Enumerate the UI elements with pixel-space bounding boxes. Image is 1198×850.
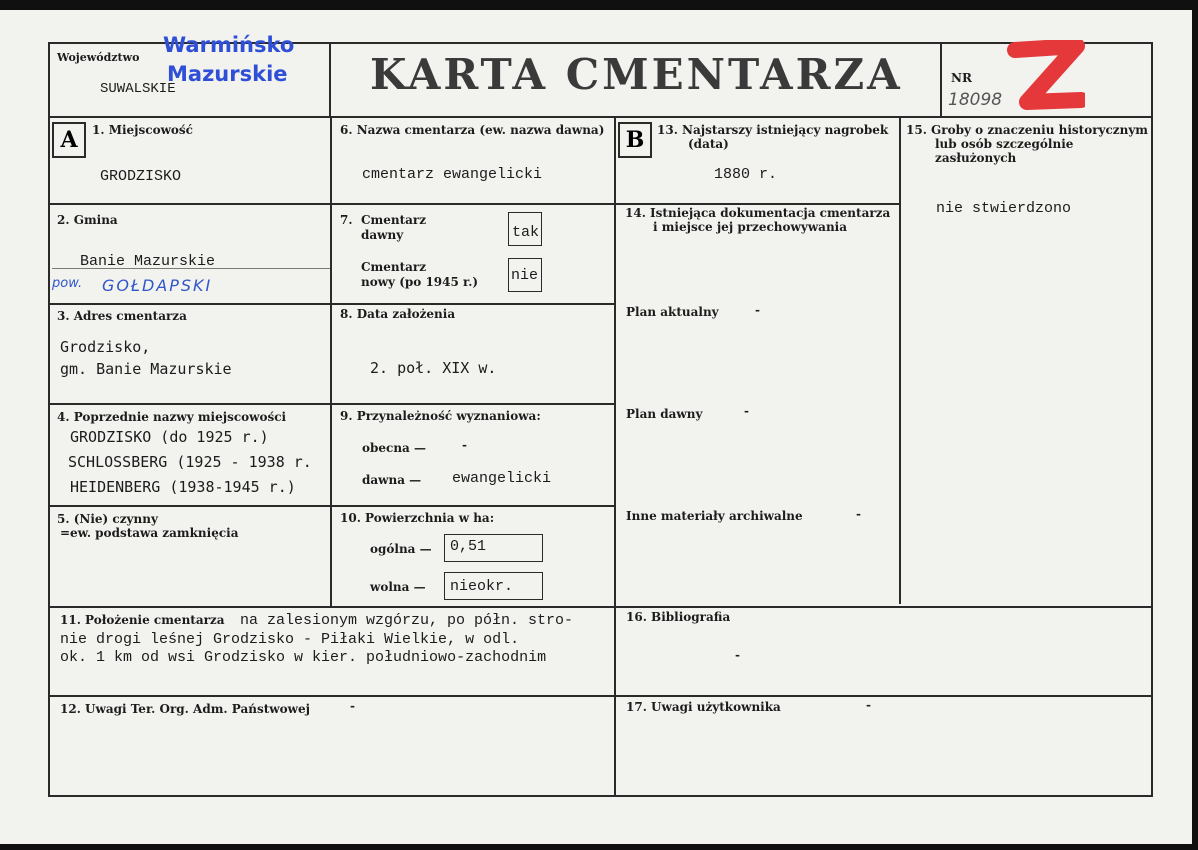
field-8-label: 8. Data założenia	[340, 307, 456, 321]
field-12-value: -	[350, 699, 355, 713]
field-2-label: 2. Gmina	[57, 213, 118, 227]
field-5-label: 5. (Nie) czynny	[57, 512, 158, 526]
field-3-line-1: Grodzisko,	[60, 338, 151, 356]
plan-dawny-label: Plan dawny	[626, 407, 703, 421]
frame-right	[1151, 42, 1153, 797]
field-9-dawna-label: dawna —	[362, 473, 422, 487]
field-4-line-1: GRODZISKO (do 1925 r.)	[70, 428, 269, 446]
header-col-1	[329, 42, 331, 118]
field-17-label: 17. Uwagi użytkownika	[626, 700, 781, 714]
cemetery-record-card	[0, 10, 1192, 844]
field-10-wolna-label: wolna —	[370, 580, 426, 594]
field-15-label-2: lub osób szczególnie	[935, 137, 1074, 151]
field-17-value: -	[866, 698, 871, 712]
field-8-value: 2. poł. XIX w.	[370, 359, 497, 377]
frame-bottom	[48, 795, 1153, 797]
wojewodztwo-label: Województwo	[57, 51, 140, 64]
field-10-ogolna-label: ogólna —	[370, 542, 432, 556]
field-7-dawny-label-1: Cmentarz	[361, 213, 427, 227]
plan-aktualny-value: -	[755, 303, 760, 317]
plan-dawny-value: -	[744, 404, 749, 418]
field-11-label: 11. Położenie cmentarza	[60, 613, 225, 627]
red-z-marker	[1005, 40, 1085, 118]
field-11-line-1: na zalesionym wzgórzu, po półn. stro-	[240, 612, 574, 629]
field-9-label: 9. Przynależność wyznaniowa:	[340, 409, 541, 423]
row-5	[48, 606, 1153, 608]
field-14-label: 14. Istniejąca dokumentacja cmentarza	[625, 206, 891, 220]
stamp-line-1: Warmińsko	[163, 33, 295, 57]
stamp-line-2: Mazurskie	[167, 62, 288, 86]
field-5-sublabel: =ew. podstawa zamknięcia	[60, 526, 239, 540]
field-10-label: 10. Powierzchnia w ha:	[340, 511, 495, 525]
field-16-value: -	[735, 648, 740, 662]
field-1-label: 1. Miejscowość	[92, 123, 193, 137]
field-4-line-2: SCHLOSSBERG (1925 - 1938 r.	[68, 453, 312, 471]
col-a-b	[330, 116, 332, 608]
field-14-sublabel: i miejsce jej przechowywania	[653, 220, 848, 234]
field-2-value: Banie Mazurskie	[80, 253, 216, 270]
row-4	[48, 505, 616, 507]
col-15	[899, 116, 901, 604]
field-10-ogolna-value: 0,51	[450, 538, 487, 555]
field-2-pow-value: GOŁDAPSKI	[102, 276, 213, 295]
field-13-sublabel: (data)	[688, 137, 729, 151]
wojewodztwo-value: SUWALSKIE	[100, 81, 176, 97]
inne-materialy-value: -	[856, 507, 861, 521]
field-15-label: 15. Groby o znaczeniu historycznym	[906, 123, 1149, 137]
field-3-label: 3. Adres cmentarza	[57, 309, 187, 323]
row-2	[48, 303, 616, 305]
field-13-value: 1880 r.	[714, 166, 778, 183]
field-9-obecna-value: -	[462, 438, 467, 452]
field-16-label: 16. Bibliografia	[626, 610, 731, 624]
field-11-line-3: ok. 1 km od wsi Grodzisko w kier. południowo-zachodnim	[60, 649, 547, 666]
nr-label: NR	[951, 71, 972, 85]
field-12-label: 12. Uwagi Ter. Org. Adm. Państwowej	[60, 702, 310, 716]
field-6-value: cmentarz ewangelicki	[362, 166, 543, 183]
row-1	[48, 203, 899, 205]
field-9-obecna-label: obecna —	[362, 441, 427, 455]
form-title: KARTA CMENTARZA	[370, 50, 903, 99]
field-7-label: 7.	[340, 213, 353, 227]
field-4-line-3: HEIDENBERG (1938-1945 r.)	[70, 478, 296, 496]
field-7-nowy-label-2: nowy (po 1945 r.)	[361, 275, 479, 289]
field-7-nowy-value: nie	[511, 267, 539, 284]
field-2-pow-label: pow.	[52, 276, 83, 291]
header-divider	[48, 116, 1153, 118]
field-7-dawny-value: tak	[512, 224, 540, 241]
plan-aktualny-label: Plan aktualny	[626, 305, 719, 319]
field-6-label: 6. Nazwa cmentarza (ew. nazwa dawna)	[340, 123, 605, 137]
row-6	[48, 695, 1153, 697]
field-10-wolna-value: nieokr.	[450, 578, 514, 595]
frame-left	[48, 42, 50, 797]
section-b-box: B	[618, 122, 652, 158]
row-3	[48, 403, 616, 405]
field-9-dawna-value: ewangelicki	[452, 470, 552, 487]
field-7-dawny-label-2: dawny	[361, 228, 404, 242]
field-15-label-3: zasłużonych	[935, 151, 1017, 165]
section-a-box: A	[52, 122, 86, 158]
field-13-label: 13. Najstarszy istniejący nagrobek	[657, 123, 889, 137]
field-7-nowy-label-1: Cmentarz	[361, 260, 427, 274]
nr-value: 18098	[948, 90, 1003, 110]
header-col-2	[940, 42, 942, 118]
field-4-label: 4. Poprzednie nazwy miejscowości	[57, 410, 287, 424]
field-3-line-2: gm. Banie Mazurskie	[60, 360, 232, 378]
field-1-value: GRODZISKO	[100, 168, 182, 185]
inne-materialy-label: Inne materiały archiwalne	[626, 509, 803, 523]
field-11-line-2: nie drogi leśnej Grodzisko - Piłaki Wielkie, w odl.	[60, 631, 520, 648]
field-15-value: nie stwierdzono	[936, 200, 1072, 217]
